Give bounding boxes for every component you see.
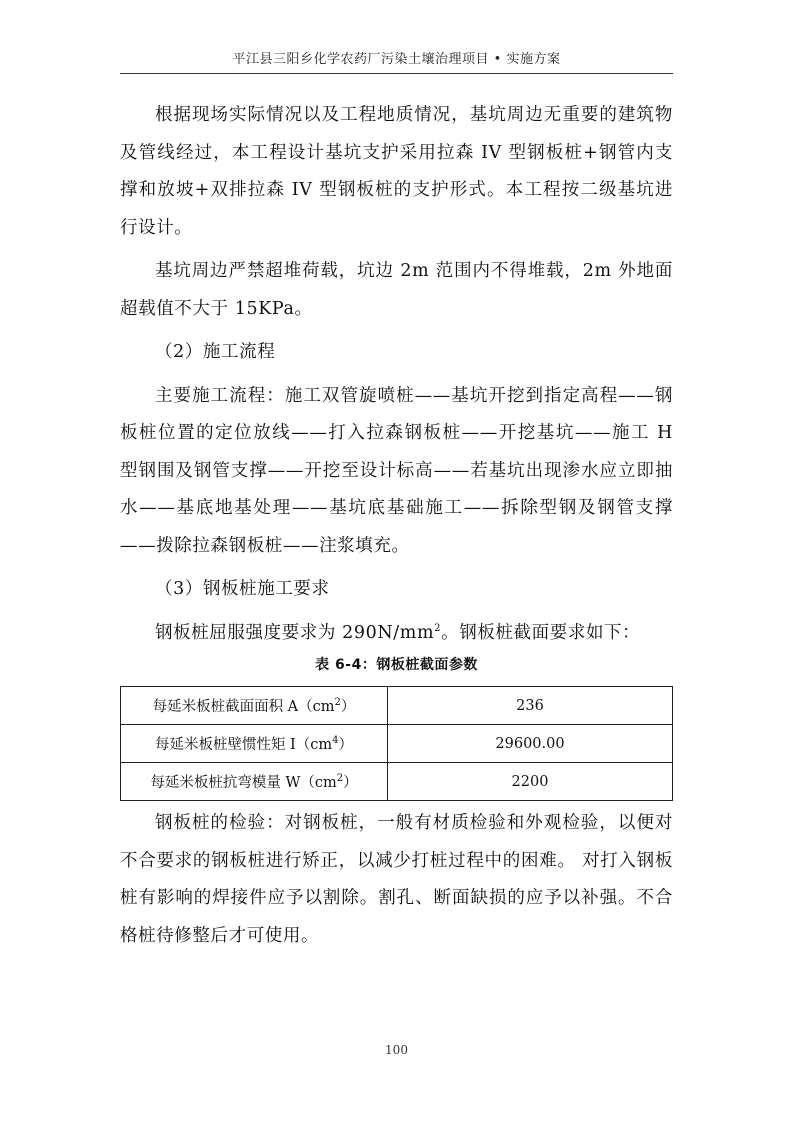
yield-strength-unit-exponent: 2 [434, 622, 442, 634]
table-row [121, 763, 673, 801]
sheet-pile-parameters-table [120, 686, 673, 801]
yield-strength-text: 钢板桩屈服强度要求为 290N/mm [155, 622, 435, 643]
table-cell-label [121, 763, 388, 801]
page-header: 平江县三阳乡化学农药厂污染土壤治理项目 • 实施方案 [232, 52, 561, 67]
table-cell-label [121, 725, 388, 763]
paragraph-support-design: 根据现场实际情况以及工程地质情况，基坑周边无重要的建筑物及管线经过，本工程设计基坑支护采用拉森 IV 型钢板桩+钢管内支撑和放坡+双排拉森 IV 型钢板桩的支护形式。本工程按二级基坑进行设计。 [120, 105, 673, 238]
row-label-tail: ） [338, 737, 354, 753]
paragraph-construction-process: 主要施工流程：施工双管旋喷桩——基坑开挖到指定高程——钢板桩位置的定位放线——打入拉森钢板桩——开挖基坑——施工 H 型钢围及钢管支撑——开挖至设计标高——若基坑出现渗水应立即抽水——基底地基处理——基坑底基础施工——拆除型钢及钢管支撑——拨除拉森钢板桩——注浆填充。 [120, 385, 673, 556]
row-label-exponent: 2 [336, 773, 344, 785]
yield-strength-tail: 。钢板桩截面要求如下： [441, 622, 641, 643]
row-label-exponent: 4 [332, 735, 339, 747]
paragraph-load-limit: 基坑周边严禁超堆荷载，坑边 2m 范围内不得堆载，2m 外地面超载值不大于 15KPa。 [120, 261, 673, 319]
row-label-tail: ） [340, 699, 356, 715]
page-number: 100 [385, 1043, 408, 1057]
section-heading-construction-process: （2）施工流程 [155, 342, 276, 362]
document-body [120, 97, 673, 955]
row-label-text: 每延米板桩壁惯性矩 I（cm [154, 737, 333, 753]
table-cell-value: 2200 [388, 763, 673, 801]
table-cell-value: 236 [388, 687, 673, 725]
table-cell-value: 29600.00 [388, 725, 673, 763]
paragraph-yield-strength [120, 615, 673, 653]
row-label-text: 每延米板桩抗弯模量 W（cm [150, 775, 337, 791]
section-heading-sheet-pile-requirements: （3）钢板桩施工要求 [155, 579, 330, 599]
header-divider [120, 73, 673, 74]
row-label-tail: ） [343, 775, 358, 791]
table-cell-label [121, 687, 388, 725]
row-label-text: 每延米板桩截面面积 A（cm [152, 699, 335, 715]
table-row [121, 725, 673, 763]
paragraph-inspection: 钢板桩的检验：对钢板桩，一般有材质检验和外观检验，以便对不合要求的钢板桩进行矫正，以减少打桩过程中的困难。 对打入钢板桩有影响的焊接件应予以割除。割孔、断面缺损的应予以补强。不合格桩待修整后才可使用。 [120, 813, 673, 946]
table-caption: 表 6-4：钢板桩截面参数 [315, 657, 478, 673]
row-label-exponent: 2 [334, 697, 341, 709]
table-row [121, 687, 673, 725]
